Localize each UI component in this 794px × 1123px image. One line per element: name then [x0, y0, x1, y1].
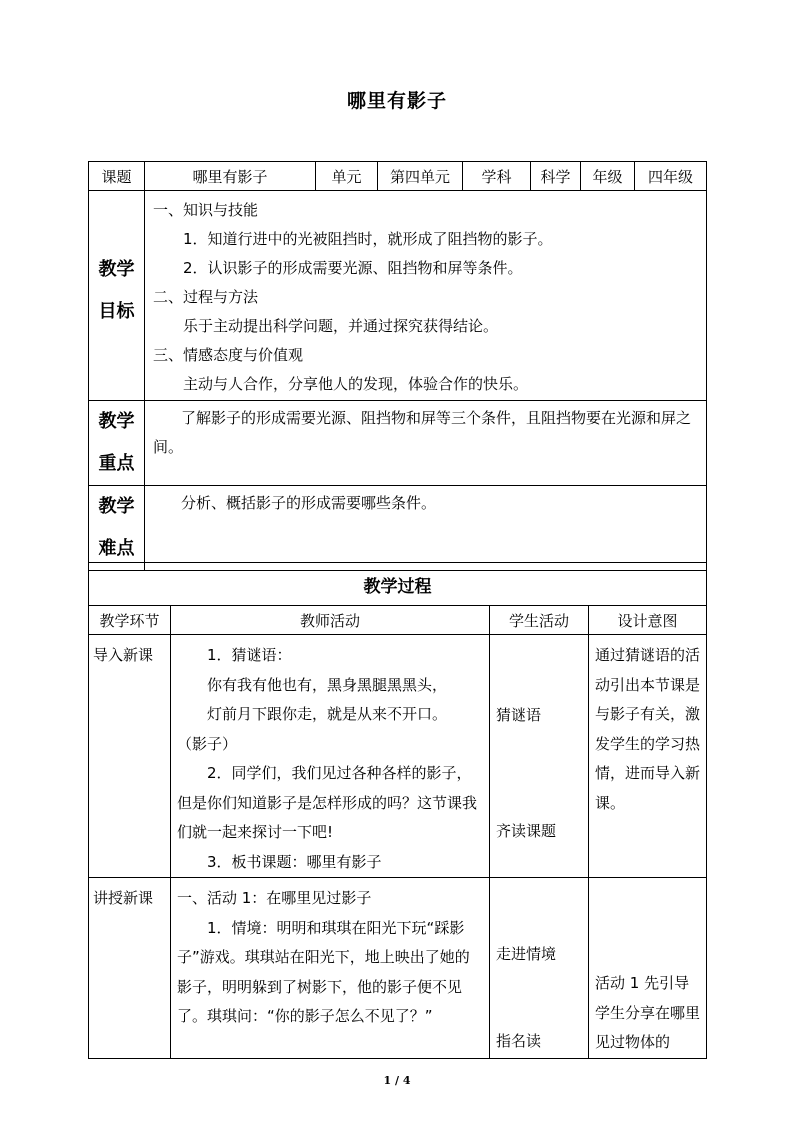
objective-heading: 三、情感态度与价值观: [153, 346, 304, 364]
objective-item: 乐于主动提出科学问题，并通过探究获得结论。: [183, 317, 499, 335]
stage-cell: 讲授新课: [89, 878, 171, 1059]
objectives-row: [89, 191, 707, 401]
objective-heading: 二、过程与方法: [153, 288, 259, 306]
subject-label: 学科: [463, 162, 531, 191]
header-row: [89, 162, 707, 191]
stage-cell: 导入新课: [89, 635, 171, 878]
teacher-activity-cell: 一、活动 1：在哪里见过影子 1．情境：明明和琪琪在阳光下玩“踩影子”游戏。琪琪站在阳光下，地上映出了她的影子，明明躲到了树影下，他的影子便不见了。琪琪问：“你的影子怎么不见了？”: [171, 878, 490, 1059]
column-header: 教师活动: [171, 606, 490, 635]
unit-label: 单元: [316, 162, 378, 191]
process-header-row: [89, 606, 707, 635]
info-table: [88, 161, 707, 571]
topic-label: 课题: [89, 162, 145, 191]
table-row: [89, 635, 707, 878]
unit-value: 第四单元: [378, 162, 463, 191]
document-title: 哪里有影子: [346, 90, 447, 112]
objective-heading: 一、知识与技能: [153, 201, 259, 219]
difficulty-text: 分析、概括影子的形成需要哪些条件。: [145, 486, 707, 571]
objective-item: 主动与人合作，分享他人的发现，体验合作的快乐。: [183, 375, 529, 393]
key-point-label: 教学 重点: [89, 401, 145, 486]
column-header: 设计意图: [589, 606, 707, 635]
objectives-content: [145, 191, 707, 401]
difficulty-row: [89, 486, 707, 571]
difficulty-label: 教学 难点: [89, 486, 145, 571]
objective-item: 2．认识影子的形成需要光源、阻挡物和屏等条件。: [183, 259, 523, 277]
key-point-row: [89, 401, 707, 486]
process-title: 教学过程: [89, 563, 707, 606]
process-title-row: [89, 563, 707, 606]
objective-item: 1．知道行进中的光被阻挡时，就形成了阻挡物的影子。: [183, 230, 553, 248]
table-row: [89, 878, 707, 1059]
page-number: 1 / 4: [383, 1074, 411, 1087]
column-header: 教学环节: [89, 606, 171, 635]
teacher-activity-cell: 1．猜谜语： 你有我有他也有，黑身黑腿黑黑头， 灯前月下跟你走，就是从来不开口。 （影子） 2．同学们，我们见过各种各样的影子，但是你们知道影子是怎样形成的吗？这节课我们就一起来探讨一下吧! 3．板书课题：哪里有影子: [171, 635, 490, 878]
grade-label: 年级: [581, 162, 635, 191]
topic-value: 哪里有影子: [145, 162, 316, 191]
design-intent-cell: 活动 1 先引导学生分享在哪里见过物体的: [589, 878, 707, 1059]
student-activity-cell: 走进情境 指名读: [490, 878, 589, 1059]
subject-value: 科学: [531, 162, 581, 191]
design-intent-cell: 通过猜谜语的活动引出本节课是与影子有关，激发学生的学习热情，进而导入新课。: [589, 635, 707, 878]
column-header: 学生活动: [490, 606, 589, 635]
process-table: [88, 562, 707, 1059]
student-activity-cell: 猜谜语 齐读课题: [490, 635, 589, 878]
key-point-text: 了解影子的形成需要光源、阻挡物和屏等三个条件，且阻挡物要在光源和屏之间。: [145, 401, 707, 486]
objectives-label: 教学 目标: [89, 191, 145, 401]
grade-value: 四年级: [635, 162, 707, 191]
